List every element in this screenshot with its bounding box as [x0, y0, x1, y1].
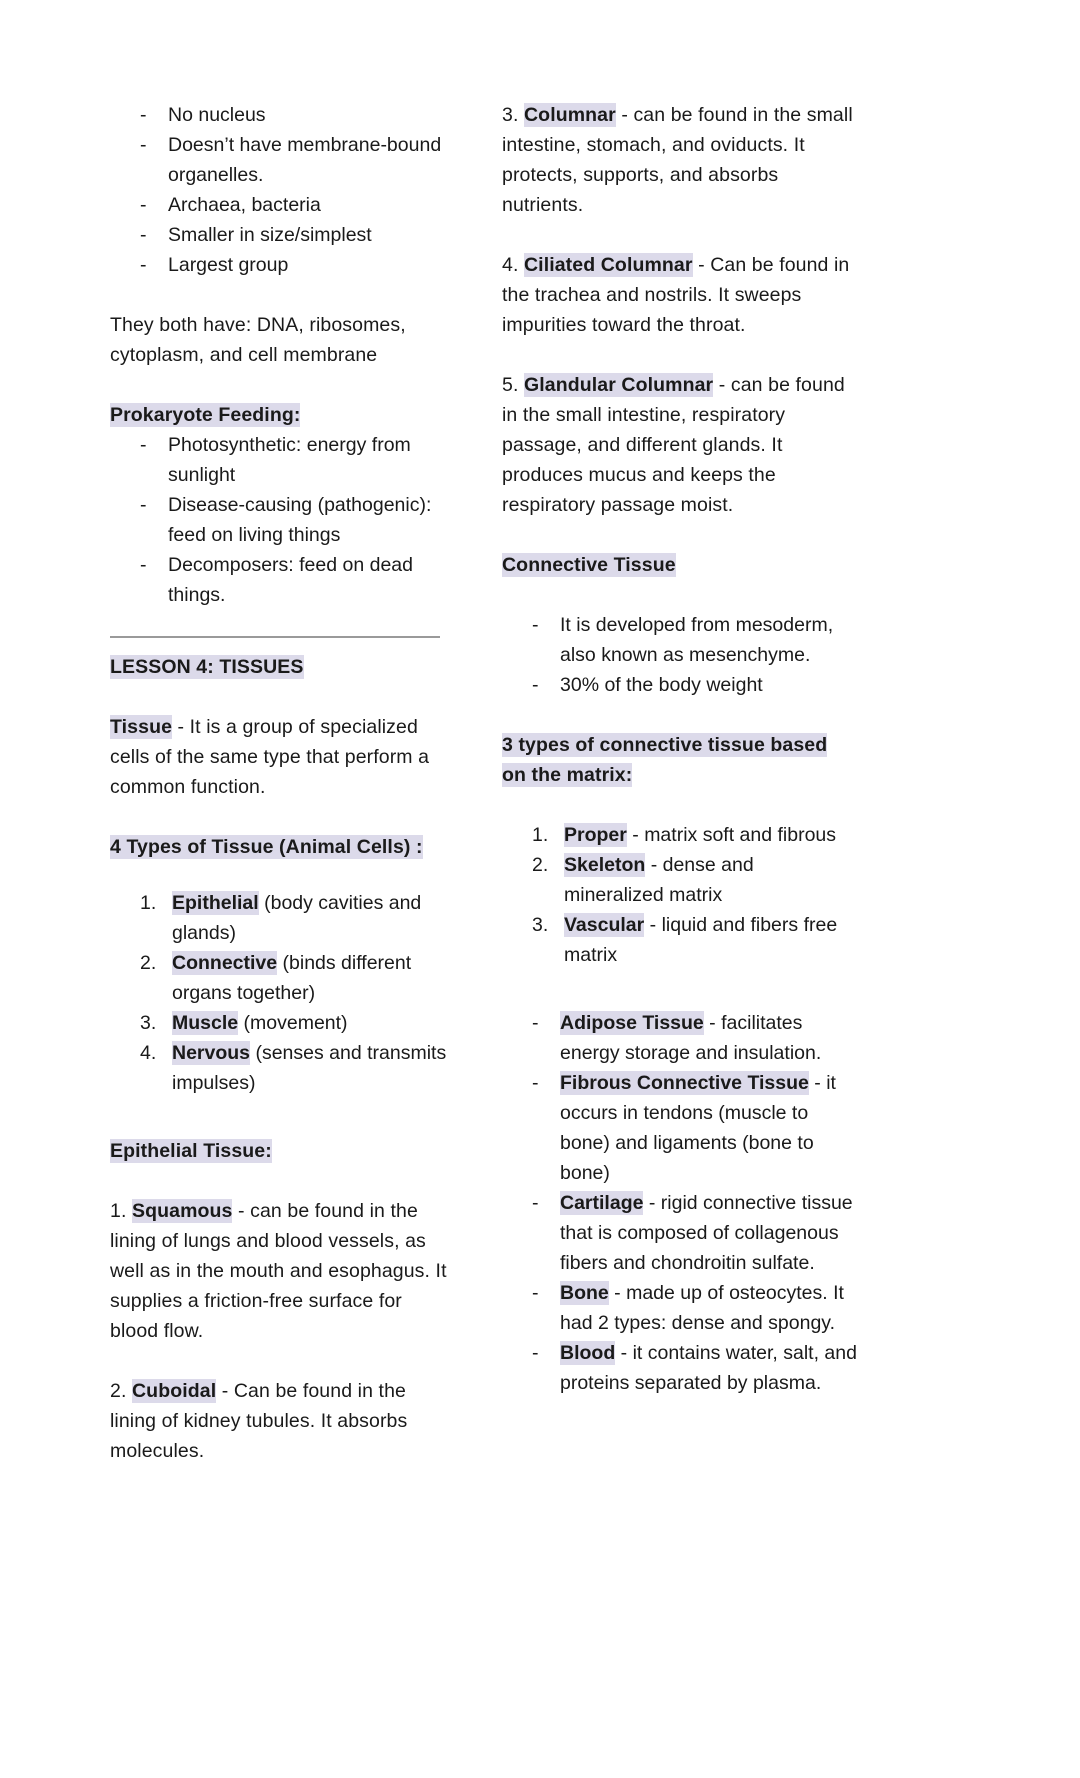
list-item: - Decomposers: feed on dead things.	[110, 550, 450, 610]
epithelial-item-ciliated-columnar	[502, 250, 857, 340]
spacer	[502, 700, 857, 730]
connective-kinds-list	[502, 1008, 857, 1398]
term-highlight: Bone	[560, 1282, 609, 1304]
epithelial-tissue-heading	[110, 1136, 450, 1166]
connective-facts-list	[502, 610, 857, 700]
matrix-heading-line-2: on the matrix:	[502, 764, 633, 786]
term-highlight: Adipose Tissue	[560, 1012, 704, 1034]
spacer	[502, 220, 857, 250]
item-number: 3.	[502, 104, 519, 126]
lesson-heading	[110, 652, 450, 682]
list-item: - Photosynthetic: energy from sunlight	[110, 430, 450, 490]
lesson-heading-highlight: LESSON 4: TISSUES	[110, 656, 304, 678]
term-highlight: Vascular	[564, 914, 645, 936]
list-item: - No nucleus	[110, 100, 450, 130]
term-description: - dense and mineralized matrix	[564, 854, 754, 906]
list-item: - Largest group	[110, 250, 450, 280]
list-item	[502, 1338, 857, 1398]
spacer	[110, 638, 450, 652]
spacer	[502, 340, 857, 370]
spacer	[110, 1166, 450, 1196]
term-highlight: Cartilage	[560, 1192, 644, 1214]
term-description: - Can be found in the trachea and nostrils. It sweeps impurities toward the throat.	[502, 254, 850, 336]
spacer	[110, 682, 450, 712]
term-description: - can be found in the small intestine, respiratory passage, and different glands. It produces mucus and keeps the respiratory passage moist.	[502, 374, 845, 516]
term-description: - it contains water, salt, and proteins separated by plasma.	[560, 1342, 857, 1394]
term-highlight: Columnar	[524, 104, 616, 126]
list-item	[502, 1068, 857, 1188]
list-item: - Smaller in size/simplest	[110, 220, 450, 250]
epithelial-item-columnar	[502, 100, 857, 220]
list-item	[502, 1278, 857, 1338]
left-column	[110, 100, 450, 1466]
term-highlight: Blood	[560, 1342, 616, 1364]
list-item	[110, 948, 450, 1008]
term-highlight: Cuboidal	[132, 1380, 217, 1402]
list-item	[502, 910, 857, 970]
term-description: - liquid and fibers free matrix	[564, 914, 838, 966]
tissue-definition-paragraph	[110, 712, 450, 802]
list-item: - 30% of the body weight	[502, 670, 857, 700]
term-description: (movement)	[238, 1012, 348, 1034]
term-description: - can be found in the small intestine, stomach, and oviducts. It protects, supports, and absorbs nutrients.	[502, 104, 853, 216]
item-number: 5.	[502, 374, 519, 396]
list-item: - It is developed from mesoderm, also known as mesenchyme.	[502, 610, 857, 670]
spacer	[502, 790, 857, 820]
matrix-types-heading	[502, 730, 857, 790]
connective-heading-highlight: Connective Tissue	[502, 554, 676, 576]
connective-tissue-heading	[502, 550, 857, 580]
term-description: - Can be found in the lining of kidney tubules. It absorbs molecules.	[110, 1380, 408, 1462]
epithelial-item-glandular-columnar	[502, 370, 857, 520]
term-description: (binds different organs together)	[172, 952, 412, 1004]
term-description: - matrix soft and fibrous	[626, 824, 837, 846]
two-column-layout	[110, 100, 970, 1466]
list-item: - Disease-causing (pathogenic): feed on living things	[110, 490, 450, 550]
list-item: - Archaea, bacteria	[110, 190, 450, 220]
term-description: - rigid connective tissue that is composed of collagenous fibers and chondroitin sulfate.	[560, 1192, 853, 1274]
term-highlight: Squamous	[132, 1200, 233, 1222]
list-item	[110, 1008, 450, 1038]
matrix-types-list	[502, 820, 857, 970]
spacer	[110, 610, 450, 636]
tissue-types-heading-highlight: 4 Types of Tissue (Animal Cells) :	[110, 836, 423, 858]
term-description: (senses and transmits impulses)	[172, 1042, 447, 1094]
item-number: 2.	[110, 1380, 127, 1402]
tissue-types-list	[110, 888, 450, 1098]
term-highlight: Epithelial	[172, 892, 259, 914]
prokaryote-feeding-list	[110, 430, 450, 610]
prokaryote-feeding-heading	[110, 400, 450, 430]
list-item	[502, 820, 857, 850]
spacer	[502, 580, 857, 610]
term-highlight: Glandular Columnar	[524, 374, 714, 396]
matrix-heading-line-1: 3 types of connective tissue based	[502, 734, 828, 756]
spacer	[110, 862, 450, 888]
tissue-definition-text: - It is a group of specialized cells of the same type that perform a common function.	[110, 716, 430, 798]
list-item	[502, 1008, 857, 1068]
list-item	[110, 1038, 450, 1098]
term-description: - made up of osteocytes. It had 2 types: dense and spongy.	[560, 1282, 844, 1334]
spacer	[110, 802, 450, 832]
heading-highlight: Prokaryote Feeding:	[110, 404, 301, 426]
term-highlight: Skeleton	[564, 854, 646, 876]
term-highlight: Fibrous Connective Tissue	[560, 1072, 809, 1094]
epithelial-item-cuboidal	[110, 1376, 450, 1466]
spacer	[502, 970, 857, 1008]
term-highlight: Proper	[564, 824, 627, 846]
epithelial-heading-highlight: Epithelial Tissue:	[110, 1140, 272, 1162]
list-item	[502, 850, 857, 910]
spacer	[110, 1346, 450, 1376]
right-column	[502, 100, 857, 1398]
list-item	[110, 888, 450, 948]
spacer	[110, 370, 450, 400]
spacer	[110, 1098, 450, 1136]
list-item: - Doesn’t have membrane-bound organelles.	[110, 130, 450, 190]
term-description: - it occurs in tendons (muscle to bone) and ligaments (bone to bone)	[560, 1072, 836, 1184]
term-highlight: Ciliated Columnar	[524, 254, 693, 276]
term-description: - facilitates energy storage and insulation.	[560, 1012, 822, 1064]
term-highlight: Muscle	[172, 1012, 239, 1034]
both-have-paragraph: They both have: DNA, ribosomes, cytoplasm, and cell membrane	[110, 314, 406, 366]
spacer	[110, 280, 450, 310]
term-highlight: Connective	[172, 952, 278, 974]
term-description: (body cavities and glands)	[172, 892, 422, 944]
item-number: 4.	[502, 254, 519, 276]
tissue-term: Tissue	[110, 716, 173, 738]
term-description: - can be found in the lining of lungs and blood vessels, as well as in the mouth and esophagus. It supplies a friction-free surface for blood flow.	[110, 1200, 447, 1342]
spacer	[502, 520, 857, 550]
item-number: 1.	[110, 1200, 127, 1222]
term-highlight: Nervous	[172, 1042, 251, 1064]
prokaryote-traits-list	[110, 100, 450, 280]
epithelial-item-squamous	[110, 1196, 450, 1346]
tissue-types-heading	[110, 832, 450, 862]
list-item	[502, 1188, 857, 1278]
